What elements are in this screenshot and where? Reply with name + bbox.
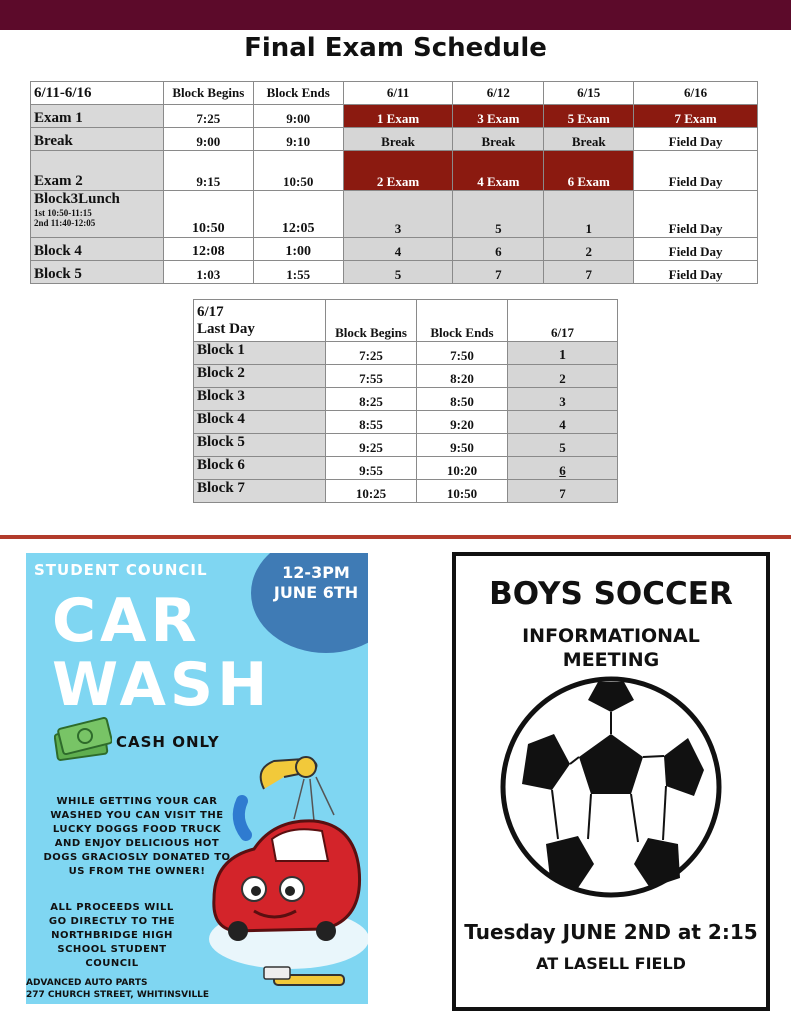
cell: 3 Exam	[453, 105, 544, 128]
proceeds-text: ALL PROCEEDS WILL GO DIRECTLY TO THE NORTHBRIDGE HIGH SCHOOL STUDENT COUNCIL	[48, 902, 176, 969]
cell: 10:50	[163, 191, 253, 238]
row-label: Block 4	[31, 238, 164, 261]
cell: 1	[544, 191, 634, 238]
table-row	[194, 480, 618, 503]
cell: 1:00	[253, 238, 343, 261]
meeting-date: Tuesday JUNE 2ND at 2:15	[464, 920, 758, 944]
sponsor-address: 277 CHURCH STREET, WHITINSVILLE	[26, 990, 210, 1000]
cell: 9:20	[417, 411, 508, 434]
row-label: Block 5	[194, 434, 326, 457]
cash-only-label: CASH ONLY	[116, 733, 220, 751]
car-wash-flyer	[26, 553, 368, 1004]
cell: 4	[343, 238, 453, 261]
cell: 9:10	[253, 128, 343, 151]
soccer-subtitle-line1: INFORMATIONAL	[522, 625, 700, 647]
cell: 10:25	[326, 480, 417, 503]
row-label: Block 2	[194, 365, 326, 388]
cell: 2	[544, 238, 634, 261]
cell: 5 Exam	[544, 105, 634, 128]
cell: 10:50	[417, 480, 508, 503]
cell: 5	[508, 434, 618, 457]
cell: 9:55	[326, 457, 417, 480]
table-row	[31, 151, 758, 191]
last-day-label: Last Day	[197, 320, 255, 337]
top-banner	[0, 0, 791, 30]
page-title: Final Exam Schedule	[244, 33, 547, 63]
row-label: Block 7	[194, 480, 326, 503]
table-row	[31, 261, 758, 284]
cell: 9:25	[326, 434, 417, 457]
cell: Field Day	[634, 128, 758, 151]
header-cell: Block Ends	[253, 82, 343, 105]
food-truck-text: WHILE GETTING YOUR CAR WASHED YOU CAN VISIT THE LUCKY DOGGS FOOD TRUCK AND ENJOY DELICIOUS HOT DOGS GRACIOSLY DONATED TO US FROM THE OWNER!	[43, 796, 231, 877]
cell: 2	[508, 365, 618, 388]
cash-icon	[54, 717, 112, 765]
soccer-flyer	[452, 552, 770, 1011]
cell: Field Day	[634, 238, 758, 261]
cell: Field Day	[634, 261, 758, 284]
table-row	[194, 457, 618, 480]
cell: 5	[343, 261, 453, 284]
lunch-first: 1st 10:50-11:15	[34, 208, 92, 218]
cell: 4	[508, 411, 618, 434]
cell: 10:50	[253, 151, 343, 191]
cell: Break	[544, 128, 634, 151]
cell: 9:00	[163, 128, 253, 151]
header-cell	[194, 300, 326, 342]
table-row	[194, 411, 618, 434]
row-label: Exam 2	[31, 151, 164, 191]
header-cell: 6/11-6/16	[31, 82, 164, 105]
meeting-location: AT LASELL FIELD	[536, 954, 686, 973]
soccer-subtitle	[456, 624, 766, 672]
last-day-schedule-table	[193, 299, 618, 503]
cell: 3	[508, 388, 618, 411]
cell: 8:50	[417, 388, 508, 411]
table-row	[31, 128, 758, 151]
row-label: Break	[31, 128, 164, 151]
cell: 6	[508, 457, 618, 480]
cell: Break	[343, 128, 453, 151]
soccer-subtitle-line2: MEETING	[562, 649, 660, 671]
soccer-title: BOYS SOCCER	[489, 576, 733, 612]
cell: 7	[453, 261, 544, 284]
cell: 3	[343, 191, 453, 238]
header-cell: 6/15	[544, 82, 634, 105]
last-day-date: 6/17	[197, 303, 224, 320]
cell: 2 Exam	[343, 151, 453, 191]
row-label: Block 4	[194, 411, 326, 434]
cell: Break	[453, 128, 544, 151]
header-cell: Block Begins	[326, 300, 417, 342]
cell: 12:05	[253, 191, 343, 238]
cell: 1:55	[253, 261, 343, 284]
cell: 8:25	[326, 388, 417, 411]
table-row	[194, 365, 618, 388]
car-mascot-icon	[194, 749, 368, 999]
cell: 8:55	[326, 411, 417, 434]
table-row	[31, 191, 758, 238]
row-label: Block 6	[194, 457, 326, 480]
table-row	[194, 342, 618, 365]
cell: 7:55	[326, 365, 417, 388]
car-heading: CAR	[52, 586, 201, 656]
student-council-label: STUDENT COUNCIL	[34, 561, 208, 579]
table-row	[31, 238, 758, 261]
sponsor-name: ADVANCED AUTO PARTS	[26, 978, 148, 988]
table-header-row	[194, 300, 618, 342]
row-label	[31, 191, 164, 238]
cell: Field Day	[634, 191, 758, 238]
soccer-ball-icon	[498, 674, 724, 900]
car-wash-time	[266, 563, 366, 603]
row-label-text: Block3Lunch	[34, 191, 120, 207]
sponsor-info	[26, 977, 209, 1001]
table-header-row	[31, 82, 758, 105]
cell: 1:03	[163, 261, 253, 284]
cell: 7	[544, 261, 634, 284]
car-wash-date: JUNE 6TH	[273, 583, 359, 602]
cell: 7:25	[326, 342, 417, 365]
row-label: Block 5	[31, 261, 164, 284]
cell: 9:50	[417, 434, 508, 457]
cell: 12:08	[163, 238, 253, 261]
header-cell: 6/16	[634, 82, 758, 105]
row-label: Block 3	[194, 388, 326, 411]
header-cell: Block Ends	[417, 300, 508, 342]
cell: 4 Exam	[453, 151, 544, 191]
header-cell: 6/12	[453, 82, 544, 105]
table-row	[31, 105, 758, 128]
cell: 7	[508, 480, 618, 503]
row-label: Block 1	[194, 342, 326, 365]
lunch-second: 2nd 11:40-12:05	[34, 218, 96, 228]
row-label: Exam 1	[31, 105, 164, 128]
cell: 9:00	[253, 105, 343, 128]
cell: 1	[508, 342, 618, 365]
header-cell: 6/17	[508, 300, 618, 342]
exam-schedule-table	[30, 81, 758, 284]
cell: 1 Exam	[343, 105, 453, 128]
cell: Field Day	[634, 151, 758, 191]
header-cell: 6/11	[343, 82, 453, 105]
cell: 7 Exam	[634, 105, 758, 128]
wash-heading: WASH	[52, 650, 272, 720]
cell: 8:20	[417, 365, 508, 388]
section-divider	[0, 535, 791, 539]
cell: 10:20	[417, 457, 508, 480]
cell: 5	[453, 191, 544, 238]
table-row	[194, 388, 618, 411]
cell: 6 Exam	[544, 151, 634, 191]
car-wash-hours: 12-3PM	[282, 563, 350, 582]
cell: 7:25	[163, 105, 253, 128]
header-cell: Block Begins	[163, 82, 253, 105]
cell: 9:15	[163, 151, 253, 191]
cell: 6	[453, 238, 544, 261]
table-row	[194, 434, 618, 457]
cell: 7:50	[417, 342, 508, 365]
